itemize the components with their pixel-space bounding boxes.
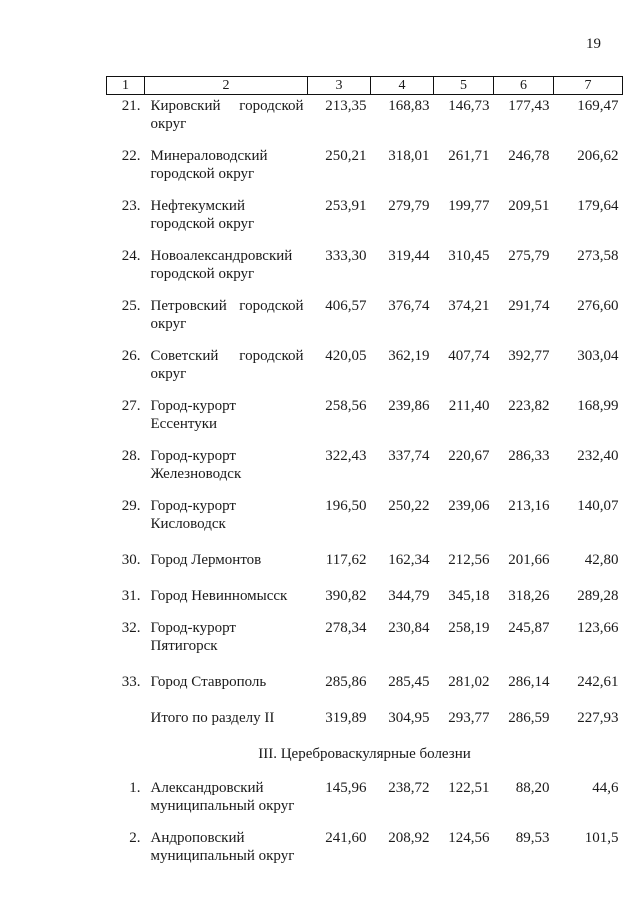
value-cell: 208,92	[388, 830, 430, 846]
value-cell: 212,56	[448, 552, 490, 568]
value-cell: 246,78	[508, 148, 550, 164]
district-name: Александровский муниципальный округ	[150, 780, 295, 814]
value-cell: 291,74	[508, 298, 550, 314]
value-cell: 44,6	[592, 780, 619, 796]
value-cell: 278,34	[325, 620, 367, 636]
value-cell: 238,72	[388, 780, 430, 796]
row-number: 33.	[121, 674, 141, 690]
value-cell: 209,51	[508, 198, 550, 214]
value-cell: 250,22	[388, 498, 430, 514]
value-cell: 362,19	[388, 348, 430, 364]
section-row	[107, 739, 623, 777]
row-number: 29.	[121, 498, 141, 514]
district-name: Город Лермонтов	[150, 552, 262, 568]
table-row	[107, 95, 623, 146]
value-cell: 213,16	[508, 498, 550, 514]
value-cell: 211,40	[448, 398, 490, 414]
row-number: 28.	[121, 448, 141, 464]
value-cell: 276,60	[577, 298, 619, 314]
page-number: 19	[586, 36, 601, 52]
row-number: 21.	[121, 98, 141, 114]
value-cell: 88,20	[515, 780, 550, 796]
row-number	[107, 703, 145, 739]
value-cell: 406,57	[325, 298, 367, 314]
value-cell: 42,80	[584, 552, 619, 568]
value-cell: 289,28	[577, 588, 619, 604]
table-row	[107, 495, 623, 545]
value-cell: 227,93	[577, 710, 619, 726]
statistics-table	[106, 76, 622, 877]
value-cell: 322,43	[325, 448, 367, 464]
table-header	[107, 77, 623, 95]
district-name: Кировский городской округ	[150, 98, 304, 132]
header-cell: 4	[371, 77, 434, 95]
value-cell: 230,84	[388, 620, 430, 636]
value-cell: 319,44	[388, 248, 430, 264]
value-cell: 123,66	[577, 620, 619, 636]
value-cell: 281,02	[448, 674, 490, 690]
table-body	[107, 95, 623, 878]
value-cell: 258,56	[325, 398, 367, 414]
value-cell: 206,62	[577, 148, 619, 164]
value-cell: 273,58	[577, 248, 619, 264]
row-number: 30.	[121, 552, 141, 568]
value-cell: 169,47	[577, 98, 619, 114]
value-cell: 89,53	[515, 830, 550, 846]
district-name: Андроповский муниципальный округ	[150, 830, 295, 864]
row-number: 22.	[121, 148, 141, 164]
value-cell: 146,73	[448, 98, 490, 114]
header-cell: 6	[494, 77, 554, 95]
value-cell: 239,86	[388, 398, 430, 414]
table-row	[107, 295, 623, 345]
table-row	[107, 777, 623, 827]
value-cell: 293,77	[448, 710, 490, 726]
value-cell: 374,21	[448, 298, 490, 314]
table-row	[107, 445, 623, 495]
value-cell: 333,30	[325, 248, 367, 264]
value-cell: 279,79	[388, 198, 430, 214]
value-cell: 319,89	[325, 710, 367, 726]
table-row	[107, 345, 623, 395]
value-cell: 285,45	[388, 674, 430, 690]
value-cell: 376,74	[388, 298, 430, 314]
value-cell: 168,83	[388, 98, 430, 114]
row-number: 24.	[121, 248, 141, 264]
table-row	[107, 145, 623, 195]
row-number: 25.	[121, 298, 141, 314]
row-number: 27.	[121, 398, 141, 414]
table-row	[107, 245, 623, 295]
value-cell: 242,61	[577, 674, 619, 690]
table-row	[107, 617, 623, 667]
value-cell: 337,74	[388, 448, 430, 464]
value-cell: 250,21	[325, 148, 367, 164]
value-cell: 168,99	[577, 398, 619, 414]
table-row	[107, 195, 623, 245]
district-name: Город-курорт Железноводск	[150, 448, 242, 482]
district-name: Нефтекумский городской округ	[150, 198, 255, 232]
value-cell: 140,07	[577, 498, 619, 514]
district-name: Город Ставрополь	[150, 674, 267, 690]
value-cell: 304,95	[388, 710, 430, 726]
value-cell: 286,14	[508, 674, 550, 690]
district-name: Город-курорт Кисловодск	[150, 498, 236, 532]
value-cell: 145,96	[325, 780, 367, 796]
value-cell: 286,33	[508, 448, 550, 464]
value-cell: 286,59	[508, 710, 550, 726]
header-cell: 7	[554, 77, 623, 95]
header-cell: 5	[434, 77, 494, 95]
value-cell: 117,62	[325, 552, 367, 568]
row-number: 23.	[121, 198, 141, 214]
district-name: Город Невинномысск	[150, 588, 288, 604]
value-cell: 318,26	[508, 588, 550, 604]
district-name: Город-курорт Пятигорск	[150, 620, 236, 654]
value-cell: 213,35	[325, 98, 367, 114]
value-cell: 420,05	[325, 348, 367, 364]
district-name: Петровский городской округ	[150, 298, 304, 332]
value-cell: 318,01	[388, 148, 430, 164]
value-cell: 310,45	[448, 248, 490, 264]
value-cell: 303,04	[577, 348, 619, 364]
section-title: III. Цереброваскулярные болезни	[258, 746, 471, 762]
value-cell: 390,82	[325, 588, 367, 604]
table-row	[107, 827, 623, 877]
total-row	[107, 703, 623, 739]
value-cell: 258,19	[448, 620, 490, 636]
value-cell: 344,79	[388, 588, 430, 604]
value-cell: 239,06	[448, 498, 490, 514]
header-cell: 1	[107, 77, 145, 95]
table-row	[107, 545, 623, 581]
value-cell: 275,79	[508, 248, 550, 264]
value-cell: 220,67	[448, 448, 490, 464]
value-cell: 245,87	[508, 620, 550, 636]
value-cell: 241,60	[325, 830, 367, 846]
district-name: Советский городской округ	[150, 348, 304, 382]
value-cell: 199,77	[448, 198, 490, 214]
table-row	[107, 581, 623, 617]
value-cell: 407,74	[448, 348, 490, 364]
value-cell: 345,18	[448, 588, 490, 604]
value-cell: 232,40	[577, 448, 619, 464]
value-cell: 179,64	[577, 198, 619, 214]
value-cell: 122,51	[448, 780, 490, 796]
value-cell: 223,82	[508, 398, 550, 414]
row-number: 32.	[121, 620, 141, 636]
value-cell: 162,34	[388, 552, 430, 568]
total-label: Итого по разделу II	[150, 710, 275, 726]
header-cell: 3	[308, 77, 371, 95]
value-cell: 196,50	[325, 498, 367, 514]
row-number: 26.	[121, 348, 141, 364]
row-number: 2.	[129, 830, 141, 846]
table-row	[107, 395, 623, 445]
district-name: Город-курорт Ессентуки	[150, 398, 236, 432]
value-cell: 177,43	[508, 98, 550, 114]
value-cell: 201,66	[508, 552, 550, 568]
value-cell: 285,86	[325, 674, 367, 690]
table-row	[107, 667, 623, 703]
value-cell: 124,56	[448, 830, 490, 846]
row-number: 1.	[129, 780, 141, 796]
value-cell: 392,77	[508, 348, 550, 364]
value-cell: 101,5	[584, 830, 619, 846]
value-cell: 261,71	[448, 148, 490, 164]
district-name: Новоалександровский городской округ	[150, 248, 293, 282]
district-name: Минераловодский городской округ	[150, 148, 268, 182]
header-cell: 2	[145, 77, 308, 95]
value-cell: 253,91	[325, 198, 367, 214]
row-number: 31.	[121, 588, 141, 604]
